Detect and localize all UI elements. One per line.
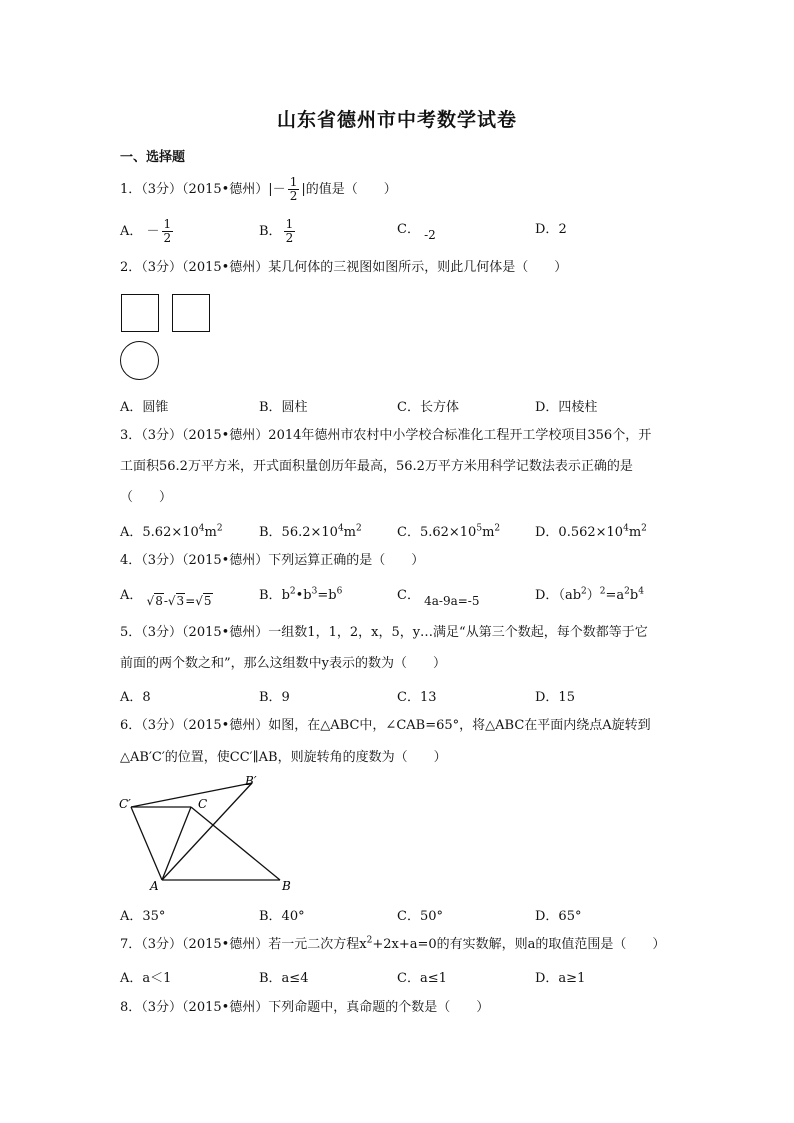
top-view-circle <box>120 341 159 380</box>
question-6-option-a: A．35° <box>120 909 166 924</box>
question-7-option-b: B．a≤4 <box>259 971 309 986</box>
label-cprime: C′ <box>119 797 131 811</box>
front-view-square <box>121 294 159 332</box>
question-3-line-1: 3．（3分）（2015•德州）2014年德州市农村中小学校合标准化工程开工学校项目356个，开 <box>120 428 652 443</box>
question-5-line-1: 5．（3分）（2015•德州）一组数1，1，2，x，5，y…满足“从第三个数起，每个数都等于它 <box>120 625 648 640</box>
question-5-line-2: 前面的两个数之和”，那么这组数中y表示的数为（ ） <box>120 656 446 671</box>
edge-c-a <box>162 807 191 880</box>
question-6-line-2: △AB′C′的位置，使CC′∥AB，则旋转角的度数为（ ） <box>120 750 447 765</box>
question-1-option-c: C． -2 <box>397 222 436 242</box>
question-1-option-d: D．2 <box>535 222 567 237</box>
question-1-stem: 1．（3分）（2015•德州）|－ $\frac{1}{2}$ |的值是（ ） <box>120 175 397 203</box>
question-6-option-b: B．40° <box>259 909 305 924</box>
question-5-option-d: D．15 <box>535 690 575 705</box>
question-7-stem: 7．（3分）（2015•德州）若一元二次方程$x^2+2x+a=0$的有实数解，则a的取值范围是（ ） <box>120 935 666 952</box>
label-a: A <box>150 879 159 893</box>
edge-c-b <box>191 807 280 880</box>
rotation-figure <box>112 770 302 895</box>
question-4-stem: 4．（3分）（2015•德州）下列运算正确的是（ ） <box>120 553 425 568</box>
question-4-option-d: D．$(ab^2)^2=a^2b^4$ <box>535 586 644 603</box>
question-2-option-b: B．圆柱 <box>259 400 308 415</box>
question-4-option-b: B．$b^2•b^3=b^6$ <box>259 586 343 603</box>
question-3-option-d: D．$0.562\times 10^4m^2$ <box>535 523 647 540</box>
question-5-option-b: B．9 <box>259 690 290 705</box>
section-heading: 一、选择题 <box>120 150 186 165</box>
question-2-option-d: D．四棱柱 <box>535 400 598 415</box>
question-4-option-c: C． 4a-9a=-5 <box>397 588 480 608</box>
question-3-line-3: （ ） <box>120 490 173 505</box>
question-3-line-2: 工面积56.2万平方米，开式面积量创历年最高，56.2万平方米用科学记数法表示正确的是 <box>120 459 633 474</box>
edge-cprime-a <box>131 807 162 880</box>
question-2-option-c: C．长方体 <box>397 400 459 415</box>
label-c: C <box>198 797 208 811</box>
question-7-option-d: D．a≥1 <box>535 971 586 986</box>
question-1-option-a: A． － $\frac{1}{2}$ <box>120 217 172 245</box>
question-5-option-c: C．13 <box>397 690 437 705</box>
side-view-square <box>172 294 210 332</box>
question-3-option-a: A．$5.62\times 10^4m^2$ <box>120 523 223 540</box>
question-2-option-a: A．圆锥 <box>120 400 169 415</box>
question-8-stem: 8．（3分）（2015•德州）下列命题中，真命题的个数是（ ） <box>120 1000 490 1015</box>
question-4-option-a: A． √8-√3=√5 <box>120 588 212 608</box>
question-1-option-b: B． $\frac{1}{2}$ <box>259 217 294 245</box>
question-6-option-d: D．65° <box>535 909 582 924</box>
question-7-option-a: A．a＜1 <box>120 971 172 986</box>
label-b: B <box>282 879 291 893</box>
question-2-stem: 2．（3分）（2015•德州）某几何体的三视图如图所示，则此几何体是（ ） <box>120 260 568 275</box>
question-3-option-c: C．$5.62\times 10^5m^2$ <box>397 523 501 540</box>
question-6-option-c: C．50° <box>397 909 443 924</box>
fraction: $\frac{1}{2}$ <box>289 175 298 203</box>
question-5-option-a: A．8 <box>120 690 151 705</box>
question-3-option-b: B．$56.2\times 10^4m^2$ <box>259 523 362 540</box>
page-title: 山东省德州市中考数学试卷 <box>276 109 517 131</box>
question-7-option-c: C．a≤1 <box>397 971 447 986</box>
label-bprime: B′ <box>245 774 257 788</box>
question-6-line-1: 6．（3分）（2015•德州）如图，在△ABC中，∠CAB=65°，将△ABC在平面内绕点A旋转到 <box>120 718 651 733</box>
